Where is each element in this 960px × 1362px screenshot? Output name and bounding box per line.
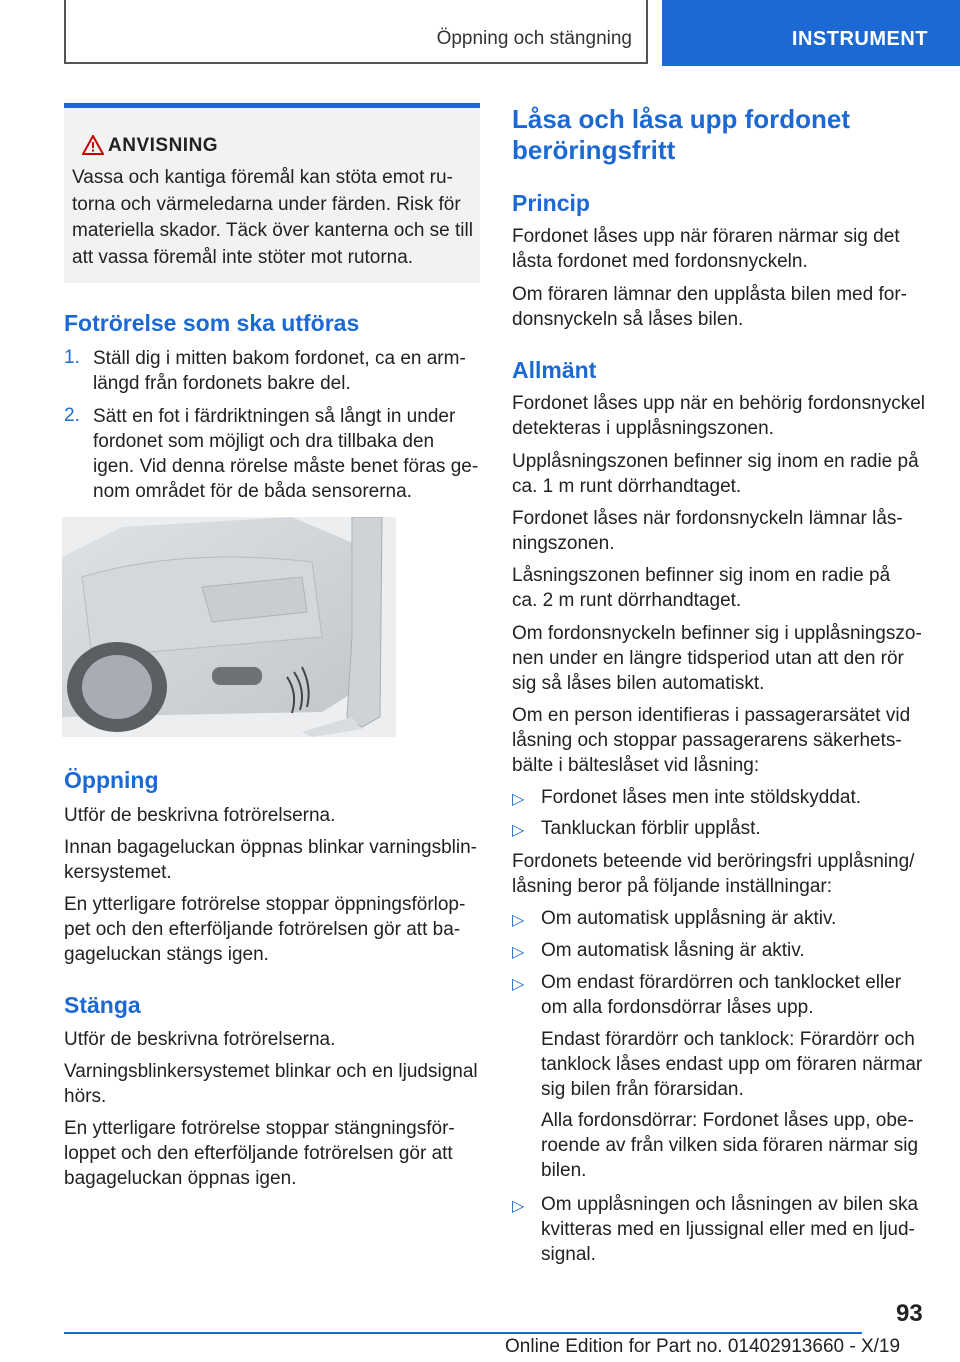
text-line: signal. bbox=[541, 1244, 596, 1265]
text-line: bilen. bbox=[541, 1160, 587, 1181]
principle-paragraph bbox=[512, 224, 900, 274]
closing-heading: Stänga bbox=[64, 992, 141, 1018]
warning-text bbox=[72, 165, 476, 271]
opening-paragraph bbox=[64, 835, 477, 885]
text-line: tanklock låses endast upp om föraren närmar bbox=[541, 1054, 923, 1075]
step-line: Ställ dig i mitten bakom fordonet, ca en arm- bbox=[93, 348, 466, 369]
text-line: sig så låses bilen automatiskt. bbox=[512, 673, 765, 694]
text-line: Om en person identifieras i passagerarsätet vid bbox=[512, 705, 911, 726]
car-rear-foot-illustration bbox=[62, 517, 396, 737]
header-chapter-title: INSTRUMENT bbox=[791, 28, 928, 50]
text-line: om alla fordonsdörrar låses upp. bbox=[541, 997, 814, 1018]
text-line: Endast förardörr och tanklock: Förardörr och bbox=[541, 1029, 915, 1050]
warning-line: att vassa föremål inte stöter mot rutorna. bbox=[72, 246, 414, 268]
step-line: fordonet som möjligt och dra tillbaka den bbox=[93, 431, 435, 452]
warning-line: materiella skador. Täck över kanterna och se till bbox=[72, 220, 473, 241]
text-line: ningszonen. bbox=[512, 533, 615, 554]
step-number: 2. bbox=[64, 405, 80, 426]
text-line: En ytterligare fotrörelse stoppar öppningsförlop- bbox=[64, 894, 466, 915]
text-line: kvitteras med en ljussignal eller med en ljud- bbox=[541, 1219, 915, 1240]
opening-paragraph: Utför de beskrivna fotrörelserna. bbox=[64, 805, 336, 826]
bullet-item bbox=[541, 1192, 918, 1267]
opening-heading: Öppning bbox=[64, 767, 159, 793]
text-line: Innan bagageluckan öppnas blinkar varningsblin- bbox=[64, 837, 478, 858]
header-section-title: Öppning och stängning bbox=[436, 28, 632, 49]
principle-paragraph bbox=[512, 282, 907, 332]
text-line: Alla fordonsdörrar: Fordonet låses upp, obe- bbox=[541, 1110, 914, 1131]
text-line: kersystemet. bbox=[64, 862, 172, 883]
text-line: En ytterligare fotrörelse stoppar stängningsför- bbox=[64, 1118, 455, 1139]
header-section-box bbox=[64, 0, 648, 64]
warning-line: torna och värmeledarna under färden. Risk för bbox=[72, 193, 461, 215]
text-line: Om endast förardörren och tanklocket eller bbox=[541, 972, 902, 993]
text-line: bälte i bälteslåset vid låsning: bbox=[512, 755, 760, 776]
text-line: Om föraren lämnar den upplåsta bilen med for- bbox=[512, 284, 907, 305]
text-line: Varningsblinkersystemet blinkar och en ljudsignal bbox=[64, 1061, 478, 1082]
kick-sensor-illustration bbox=[62, 517, 396, 737]
text-line: Fordonet låses när fordonsnyckeln lämnar lås- bbox=[512, 508, 903, 529]
bullet-item: Om automatisk upplåsning är aktiv. bbox=[541, 908, 837, 929]
bullet-item: Fordonet låses men inte stöldskyddat. bbox=[541, 787, 862, 808]
step-line: igen. Vid denna rörelse måste benet föras ge- bbox=[93, 456, 479, 477]
text-line: Fordonet låses upp när en behörig fordonsnyckel bbox=[512, 393, 925, 414]
closing-paragraph bbox=[64, 1116, 455, 1191]
general-heading: Allmänt bbox=[512, 357, 597, 383]
closing-paragraph: Utför de beskrivna fotrörelserna. bbox=[64, 1029, 336, 1050]
text-line: detekteras i upplåsningszonen. bbox=[512, 418, 774, 439]
general-paragraph bbox=[512, 849, 914, 899]
text-line: låsning beror på följande inställningar: bbox=[512, 876, 833, 897]
text-line: bagageluckan öppnas igen. bbox=[64, 1168, 297, 1189]
foot-motion-heading: Fotrörelse som ska utföras bbox=[64, 310, 360, 336]
section-title bbox=[512, 104, 850, 166]
text-line: ca. 1 m runt dörrhandtaget. bbox=[512, 476, 742, 497]
warning-title: ANVISNING bbox=[108, 135, 219, 156]
text-line: Om fordonsnyckeln befinner sig i upplåsningszo- bbox=[512, 623, 922, 644]
text-line: pet och den efterföljande fotrörelsen gör att ba- bbox=[64, 919, 461, 940]
closing-paragraph bbox=[64, 1059, 478, 1109]
step-line: längd från fordonets bakre del. bbox=[93, 373, 351, 394]
general-paragraph bbox=[512, 703, 910, 778]
bullet-subparagraph bbox=[541, 1108, 918, 1183]
step-text bbox=[93, 404, 478, 504]
warning-line: Vassa och kantiga föremål kan stöta emot ru- bbox=[72, 167, 453, 188]
text-line: loppet och den efterföljande fotrörelsen gör att bbox=[64, 1143, 453, 1164]
general-paragraph bbox=[512, 621, 922, 696]
bullet-item: Tankluckan förblir upplåst. bbox=[541, 818, 761, 839]
bullet-item bbox=[541, 970, 901, 1020]
text-line: gageluckan stängs igen. bbox=[64, 944, 269, 965]
text-line: låsning och stoppar passagerarens säkerhets- bbox=[512, 730, 902, 751]
step-line: nom området för de båda sensorerna. bbox=[93, 481, 412, 502]
bullet-subparagraph bbox=[541, 1027, 922, 1102]
page-number: 93 bbox=[896, 1300, 923, 1327]
principle-heading: Princip bbox=[512, 190, 590, 216]
footer-divider bbox=[64, 1332, 862, 1334]
general-paragraph bbox=[512, 506, 903, 556]
text-line: Fordonets beteende vid beröringsfri upplåsning/ bbox=[512, 851, 915, 872]
opening-paragraph bbox=[64, 892, 465, 967]
text-line: ca. 2 m runt dörrhandtaget. bbox=[512, 590, 742, 611]
footer-edition: Online Edition for Part no. 01402913660 - X/19 bbox=[505, 1336, 901, 1357]
bullet-triangle-icon: ▷ bbox=[512, 944, 525, 961]
general-paragraph bbox=[512, 563, 890, 613]
bullet-item: Om automatisk låsning är aktiv. bbox=[541, 940, 805, 961]
text-line: Låsningszonen befinner sig inom en radie på bbox=[512, 565, 891, 586]
bullet-triangle-icon: ▷ bbox=[512, 912, 525, 929]
bullet-triangle-icon: ▷ bbox=[512, 976, 525, 993]
text-line: donsnyckeln så låses bilen. bbox=[512, 309, 744, 330]
title-line: beröringsfritt bbox=[512, 135, 676, 165]
header-chapter-tab[interactable] bbox=[662, 0, 960, 66]
text-line: sig bilen från förarsidan. bbox=[541, 1079, 744, 1100]
general-paragraph bbox=[512, 391, 925, 441]
title-line: Låsa och låsa upp fordonet bbox=[512, 104, 851, 134]
text-line: Fordonet låses upp när föraren närmar sig det bbox=[512, 226, 900, 247]
bullet-triangle-icon: ▷ bbox=[512, 822, 525, 839]
step-text bbox=[93, 346, 466, 396]
text-line: Om upplåsningen och låsningen av bilen ska bbox=[541, 1194, 919, 1215]
general-paragraph bbox=[512, 449, 919, 499]
text-line: låsta fordonet med fordonsnyckeln. bbox=[512, 251, 808, 272]
text-line: nen under en längre tidsperiod utan att den rör bbox=[512, 648, 904, 669]
step-line: Sätt en fot i färdriktningen så långt in under bbox=[93, 406, 456, 427]
step-number: 1. bbox=[64, 347, 80, 368]
text-line: roende av från vilken sida föraren närmar sig bbox=[541, 1135, 919, 1156]
text-line: Upplåsningszonen befinner sig inom en radie på bbox=[512, 451, 919, 472]
warning-note bbox=[64, 103, 480, 283]
warning-triangle-icon bbox=[82, 135, 104, 155]
bullet-triangle-icon: ▷ bbox=[512, 791, 525, 808]
text-line: hörs. bbox=[64, 1086, 107, 1107]
bullet-triangle-icon: ▷ bbox=[512, 1198, 525, 1215]
